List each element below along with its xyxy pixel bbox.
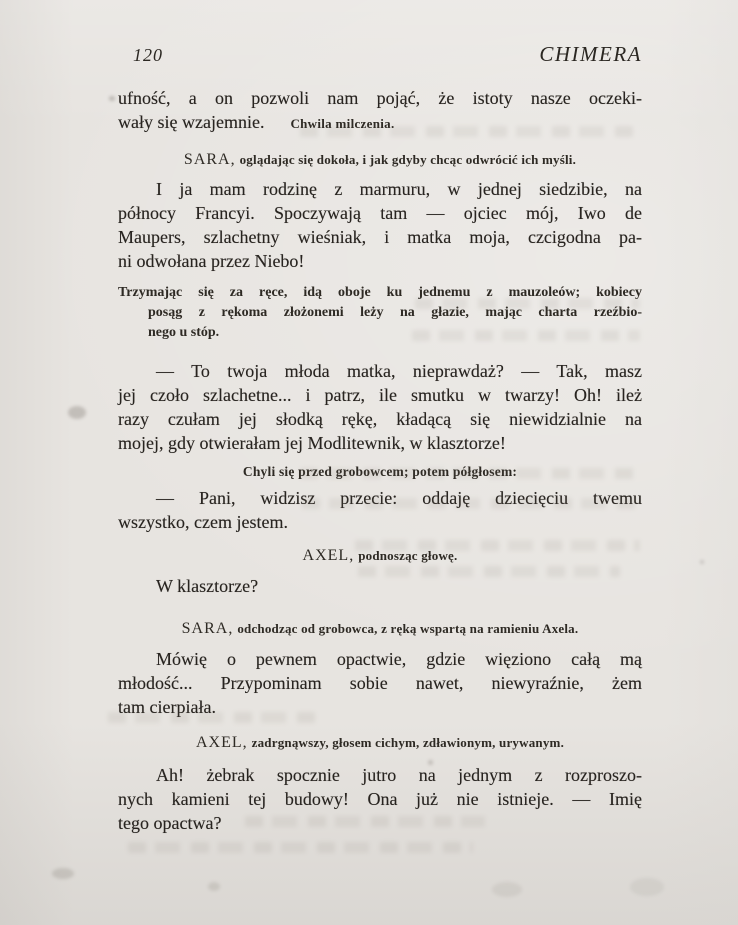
speaker-heading-sara <box>118 151 642 168</box>
text-line: posąg z rękoma złożonemi leży na głazie, mając charta rzeźbio- <box>148 305 642 320</box>
text-line: W klasztorze? <box>156 576 259 596</box>
speaker-heading-axel <box>118 734 642 751</box>
dialogue-paragraph <box>118 763 642 835</box>
paper-stain <box>208 882 220 891</box>
text-line: północy Francyi. Spoczywają tam — ojciec mój, Iwo de <box>118 203 642 223</box>
text-segment: wały się wzajemnie. <box>118 112 265 132</box>
paper-stain <box>68 406 86 419</box>
dialogue-paragraph <box>118 359 642 455</box>
text-line: nego u stóp. <box>148 325 220 340</box>
paper-stain <box>630 878 664 896</box>
dialogue-paragraph <box>118 647 642 719</box>
text-line: ni odwołana przez Niebo! <box>118 251 305 271</box>
speaker-heading-axel <box>118 547 642 564</box>
text-line: Maupers, szlachetny wieśniak, i matka moja, czcigodna pa- <box>118 227 642 247</box>
paper-stain <box>52 868 74 879</box>
dialogue-paragraph <box>118 574 642 598</box>
dialogue-paragraph <box>118 486 642 534</box>
inline-stage-direction: Chwila milczenia. <box>290 116 395 131</box>
speaker-stage-direction: odchodząc od grobowca, z ręką wspartą na ramieniu Axela. <box>237 621 579 636</box>
paragraph-continuation <box>118 86 642 136</box>
text-line: mojej, gdy otwierałam jej Modlitewnik, w klasztorze! <box>118 433 506 453</box>
text-line: Ah! żebrak spocznie jutro na jednym z rozproszo- <box>156 765 642 785</box>
speaker-heading-sara <box>118 620 642 637</box>
page-number: 120 <box>133 45 163 65</box>
text-line: ufność, a on pozwoli nam pojąć, że istoty nasze oczeki- <box>118 88 642 108</box>
text-line: jej czoło szlachetne... i patrz, ile smutku w twarzy! Oh! ileż <box>118 385 642 405</box>
text-line: — To twoja młoda matka, nieprawdaż? — Tak, masz <box>156 361 642 381</box>
text-line: tam cierpiała. <box>118 697 216 717</box>
speaker-name: SARA, <box>181 620 234 637</box>
text-line: wszystko, czem jestem. <box>118 512 288 532</box>
text-line: razy czułam jej słodką rękę, kładącą się niewidzialnie na <box>118 409 642 429</box>
text-line: I ja mam rodzinę z marmuru, w jednej siedzibie, na <box>156 179 642 199</box>
centered-stage-direction: Chyli się przed grobowcem; potem półgłosem: <box>242 464 518 479</box>
text-line <box>118 110 642 136</box>
bleedthrough-ghost <box>128 842 473 853</box>
text-column <box>118 86 642 835</box>
text-line: — Pani, widzisz przecie: oddaję dziecięciu twemu <box>156 488 642 508</box>
speaker-stage-direction: zadrgnąwszy, głosem cichym, zdławionym, urywanym. <box>251 735 565 750</box>
speaker-name: SARA, <box>183 151 236 168</box>
paper-stain <box>109 96 115 101</box>
stage-direction-block <box>118 283 642 343</box>
text-line: tego opactwa? <box>118 813 222 833</box>
speaker-stage-direction: oglądając się dokoła, i jak gdyby chcąc odwrócić ich myśli. <box>239 152 577 167</box>
journal-title: CHIMERA <box>539 42 642 66</box>
paper-stain <box>700 560 704 564</box>
paper-stain <box>492 882 522 897</box>
text-line: nych kamieni tej budowy! Ona już nie istnieje. — Imię <box>118 789 642 809</box>
text-line: Mówię o pewnem opactwie, gdzie więziono całą mą <box>156 649 642 669</box>
speaker-stage-direction: podnosząc głowę. <box>358 548 458 563</box>
speaker-name: AXEL, <box>302 547 355 564</box>
running-head <box>133 42 642 67</box>
text-line: Trzymając się za ręce, idą oboje ku jednemu z mauzoleów; kobiecy <box>118 285 642 300</box>
speaker-name: AXEL, <box>195 734 248 751</box>
dialogue-paragraph <box>118 177 642 273</box>
text-line: młodość... Przypominam sobie nawet, niewyraźnie, żem <box>118 673 642 693</box>
